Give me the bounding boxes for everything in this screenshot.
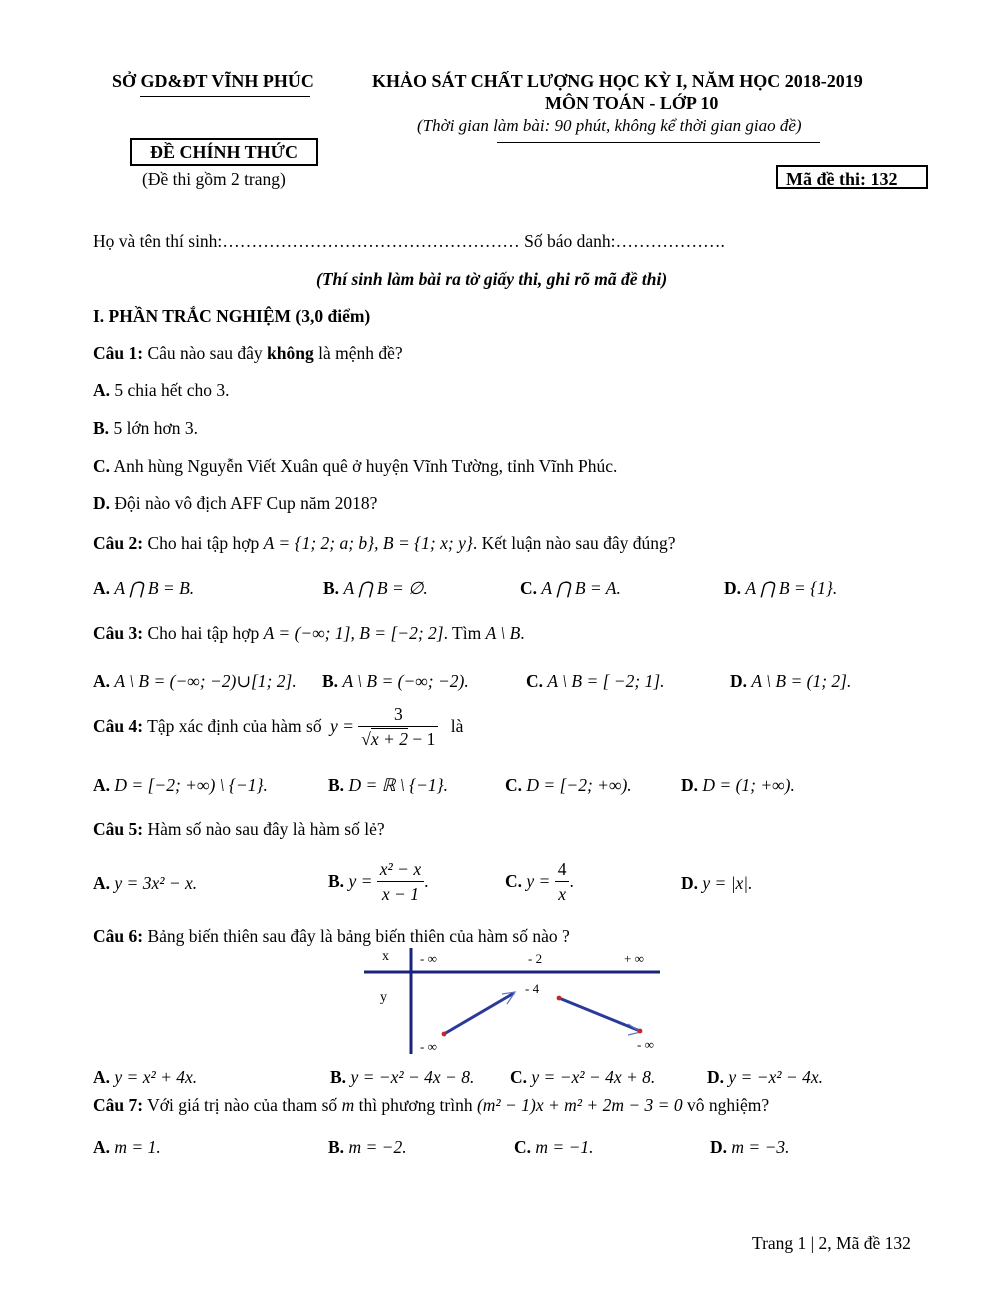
- question-4-fraction: [358, 704, 438, 749]
- q2-option-a: [93, 578, 194, 599]
- q6-option-c: [510, 1067, 655, 1088]
- question-2-math: A = {1; 2; a; b}, B = {1; x; y}: [263, 533, 473, 553]
- question-3-text-a: Cho hai tập hợp: [143, 623, 264, 643]
- question-1: [93, 343, 403, 364]
- option-label: B.: [93, 418, 110, 438]
- option-label: D.: [724, 578, 742, 598]
- q2-option-b: [323, 578, 428, 599]
- table-x-left: - ∞: [420, 951, 437, 966]
- option-label: C.: [505, 871, 523, 892]
- q4-option-d-text: D = (1; +∞).: [702, 775, 795, 795]
- q1-option-c-text: Anh hùng Nguyễn Viết Xuân quê ở huyện Vĩnh Tường, tỉnh Vĩnh Phúc.: [113, 456, 618, 476]
- question-2-label: Câu 2:: [93, 533, 144, 553]
- option-label: A.: [93, 671, 111, 691]
- question-3-label: Câu 3:: [93, 623, 144, 643]
- option-label: D.: [681, 873, 699, 893]
- q4-option-c: [505, 775, 632, 796]
- table-y-right: - ∞: [637, 1037, 654, 1052]
- question-2-text-a: Cho hai tập hợp: [143, 533, 264, 553]
- question-7-param: m: [341, 1095, 355, 1115]
- q3-option-a: [93, 671, 297, 692]
- question-4-text-b: là: [450, 716, 464, 737]
- q5-option-a: [93, 873, 197, 894]
- duration-underline: [497, 142, 820, 143]
- q5-option-b-pre: y =: [348, 871, 373, 892]
- q5-option-c-fraction: [555, 859, 570, 904]
- option-label: C.: [505, 775, 523, 795]
- fraction-denominator: x − 1: [381, 884, 419, 905]
- q7-option-c: [514, 1137, 594, 1158]
- option-label: B.: [322, 671, 339, 691]
- q4-option-a: [93, 775, 268, 796]
- table-y-left: - ∞: [420, 1039, 437, 1054]
- fraction-numerator: 4: [555, 859, 570, 882]
- q2-option-c-text: A ⋂ B = A.: [541, 578, 621, 598]
- q1-option-d-text: Đội nào vô địch AFF Cup năm 2018?: [114, 493, 378, 513]
- question-4-text-a: Tập xác định của hàm số: [143, 716, 326, 737]
- variation-table: [362, 948, 662, 1056]
- q2-option-b-text: A ⋂ B = ∅.: [343, 578, 428, 598]
- question-3: [93, 623, 525, 644]
- option-label: A.: [93, 873, 111, 893]
- option-label: C.: [93, 456, 111, 476]
- exam-title: KHẢO SÁT CHẤT LƯỢNG HỌC KỲ I, NĂM HỌC 2018-2019: [372, 71, 863, 91]
- q1-option-b-text: 5 lớn hơn 3.: [113, 418, 199, 438]
- option-label: A.: [93, 380, 111, 400]
- q1-option-a-text: 5 chia hết cho 3.: [114, 380, 230, 400]
- q1-option-c: [93, 456, 617, 477]
- q2-option-d-text: A ⋂ B = {1}.: [745, 578, 838, 598]
- question-6-text: Bảng biến thiên sau đây là bảng biến thiên của hàm số nào ?: [143, 926, 570, 946]
- question-1-label: Câu 1:: [93, 343, 144, 363]
- question-3-text-c: .: [520, 623, 525, 643]
- table-x-label: x: [382, 949, 389, 964]
- option-label: A.: [93, 1067, 111, 1087]
- question-2-text-b: . Kết luận nào sau đây đúng?: [472, 533, 676, 553]
- fraction-denominator: x: [558, 884, 566, 905]
- denominator-tail: − 1: [407, 729, 436, 750]
- q6-option-d-text: y = −x² − 4x.: [728, 1067, 823, 1087]
- q4-option-b: [328, 775, 448, 796]
- option-label: D.: [730, 671, 748, 691]
- question-6: [93, 926, 570, 947]
- table-y-label: y: [380, 990, 387, 1005]
- question-7-text-c: vô nghiệm?: [682, 1095, 770, 1115]
- fraction-denominator: [358, 727, 438, 749]
- q6-option-b: [330, 1067, 474, 1088]
- q4-option-a-text: D = [−2; +∞) \ {−1}.: [114, 775, 268, 795]
- fraction-numerator: x² − x: [377, 859, 424, 882]
- sqrt-radicand: x + 2: [370, 729, 408, 750]
- option-label: A.: [93, 775, 111, 795]
- question-2: [93, 533, 676, 554]
- question-7-math: (m² − 1)x + m² + 2m − 3 = 0: [476, 1095, 683, 1115]
- q3-option-d: [730, 671, 851, 692]
- option-label: D.: [93, 493, 111, 513]
- q4-option-c-text: D = [−2; +∞).: [526, 775, 632, 795]
- page-footer: Trang 1 | 2, Mã đề 132: [752, 1233, 911, 1253]
- q5-option-b-fraction: [377, 859, 424, 904]
- q7-option-a-text: m = 1.: [114, 1137, 161, 1157]
- table-x-right: + ∞: [624, 951, 644, 966]
- q5-option-c: [505, 859, 574, 904]
- q7-option-c-text: m = −1.: [535, 1137, 594, 1157]
- q5-option-b-period: .: [424, 871, 429, 892]
- question-6-label: Câu 6:: [93, 926, 144, 946]
- official-label: ĐỀ CHÍNH THỨC: [130, 138, 318, 166]
- q1-option-d: [93, 493, 377, 514]
- option-label: B.: [328, 1137, 345, 1157]
- q4-option-d: [681, 775, 795, 796]
- table-y-mid: - 4: [525, 981, 540, 996]
- q6-option-a-text: y = x² + 4x.: [114, 1067, 198, 1087]
- question-4-y-eq: y =: [329, 716, 354, 737]
- option-label: B.: [328, 871, 345, 892]
- question-1-text-bold: không: [267, 343, 314, 363]
- option-label: D.: [710, 1137, 728, 1157]
- q5-option-d-text: y = |x|.: [702, 873, 753, 893]
- q5-option-a-text: y = 3x² − x.: [114, 873, 198, 893]
- option-label: C.: [520, 578, 538, 598]
- q6-option-b-text: y = −x² − 4x − 8.: [350, 1067, 475, 1087]
- option-label: D.: [681, 775, 699, 795]
- option-label: B.: [323, 578, 340, 598]
- question-1-text-b: là mệnh đề?: [313, 343, 403, 363]
- exam-subject: MÔN TOÁN - LỚP 10: [545, 93, 719, 113]
- q3-option-b-text: A \ B = (−∞; −2).: [342, 671, 469, 691]
- q2-option-d: [724, 578, 837, 599]
- question-5-label: Câu 5:: [93, 819, 144, 839]
- sqrt-sign: √: [361, 729, 371, 750]
- question-7-text-a: Với giá trị nào của tham số: [143, 1095, 342, 1115]
- question-7-text-b: thì phương trình: [354, 1095, 477, 1115]
- q6-option-c-text: y = −x² − 4x + 8.: [531, 1067, 656, 1087]
- candidate-name-line: Họ và tên thí sinh:…………………………………………… Số báo danh:……………….: [93, 231, 725, 251]
- q7-option-b-text: m = −2.: [348, 1137, 407, 1157]
- option-label: C.: [510, 1067, 528, 1087]
- option-label: B.: [330, 1067, 347, 1087]
- option-label: D.: [707, 1067, 725, 1087]
- q7-option-d-text: m = −3.: [731, 1137, 790, 1157]
- q6-option-a: [93, 1067, 197, 1088]
- question-4: [93, 704, 463, 749]
- exam-code: Mã đề thi: 132: [776, 165, 928, 189]
- pages-note: (Đề thi gồm 2 trang): [142, 169, 286, 189]
- question-3-math: A = (−∞; 1], B = [−2; 2]: [263, 623, 444, 643]
- question-3-math-2: A \ B: [485, 623, 521, 643]
- q1-option-b: [93, 418, 198, 439]
- q6-option-d: [707, 1067, 823, 1088]
- q5-option-d: [681, 873, 752, 894]
- q7-option-a: [93, 1137, 161, 1158]
- option-label: C.: [526, 671, 544, 691]
- question-7: [93, 1095, 769, 1116]
- q5-option-c-pre: y =: [526, 871, 551, 892]
- exam-duration: (Thời gian làm bài: 90 phút, không kể thời gian giao đề): [417, 116, 802, 135]
- question-3-text-b: . Tìm: [443, 623, 486, 643]
- variation-table-lines: [362, 948, 662, 1056]
- question-5-text: Hàm số nào sau đây là hàm số lẻ?: [143, 819, 385, 839]
- option-label: B.: [328, 775, 345, 795]
- q7-option-b: [328, 1137, 407, 1158]
- department-underline: [140, 96, 310, 97]
- q3-option-c-text: A \ B = [ −2; 1].: [547, 671, 665, 691]
- fraction-numerator: 3: [358, 704, 438, 727]
- candidate-instruction: (Thí sinh làm bài ra tờ giấy thi, ghi rõ mã đề thi): [316, 269, 668, 289]
- option-label: A.: [93, 578, 111, 598]
- table-x-mid: - 2: [528, 951, 543, 966]
- q1-option-a: [93, 380, 230, 401]
- option-label: C.: [514, 1137, 532, 1157]
- question-5: [93, 819, 385, 840]
- question-4-label: Câu 4:: [93, 716, 144, 737]
- q7-option-d: [710, 1137, 790, 1158]
- q5-option-b: [328, 859, 428, 904]
- department-name: SỞ GD&ĐT VĨNH PHÚC: [112, 71, 314, 91]
- q5-option-c-period: .: [569, 871, 574, 892]
- q2-option-c: [520, 578, 621, 599]
- q3-option-c: [526, 671, 665, 692]
- question-7-label: Câu 7:: [93, 1095, 144, 1115]
- q3-option-a-text: A \ B = (−∞; −2)∪[1; 2].: [114, 671, 297, 691]
- section-title: I. PHẦN TRẮC NGHIỆM (3,0 điểm): [93, 306, 371, 326]
- q3-option-d-text: A \ B = (1; 2].: [751, 671, 852, 691]
- q2-option-a-text: A ⋂ B = B.: [114, 578, 195, 598]
- option-label: A.: [93, 1137, 111, 1157]
- q4-option-b-text: D = ℝ \ {−1}.: [348, 775, 449, 795]
- q3-option-b: [322, 671, 469, 692]
- question-1-text-a: Câu nào sau đây: [143, 343, 268, 363]
